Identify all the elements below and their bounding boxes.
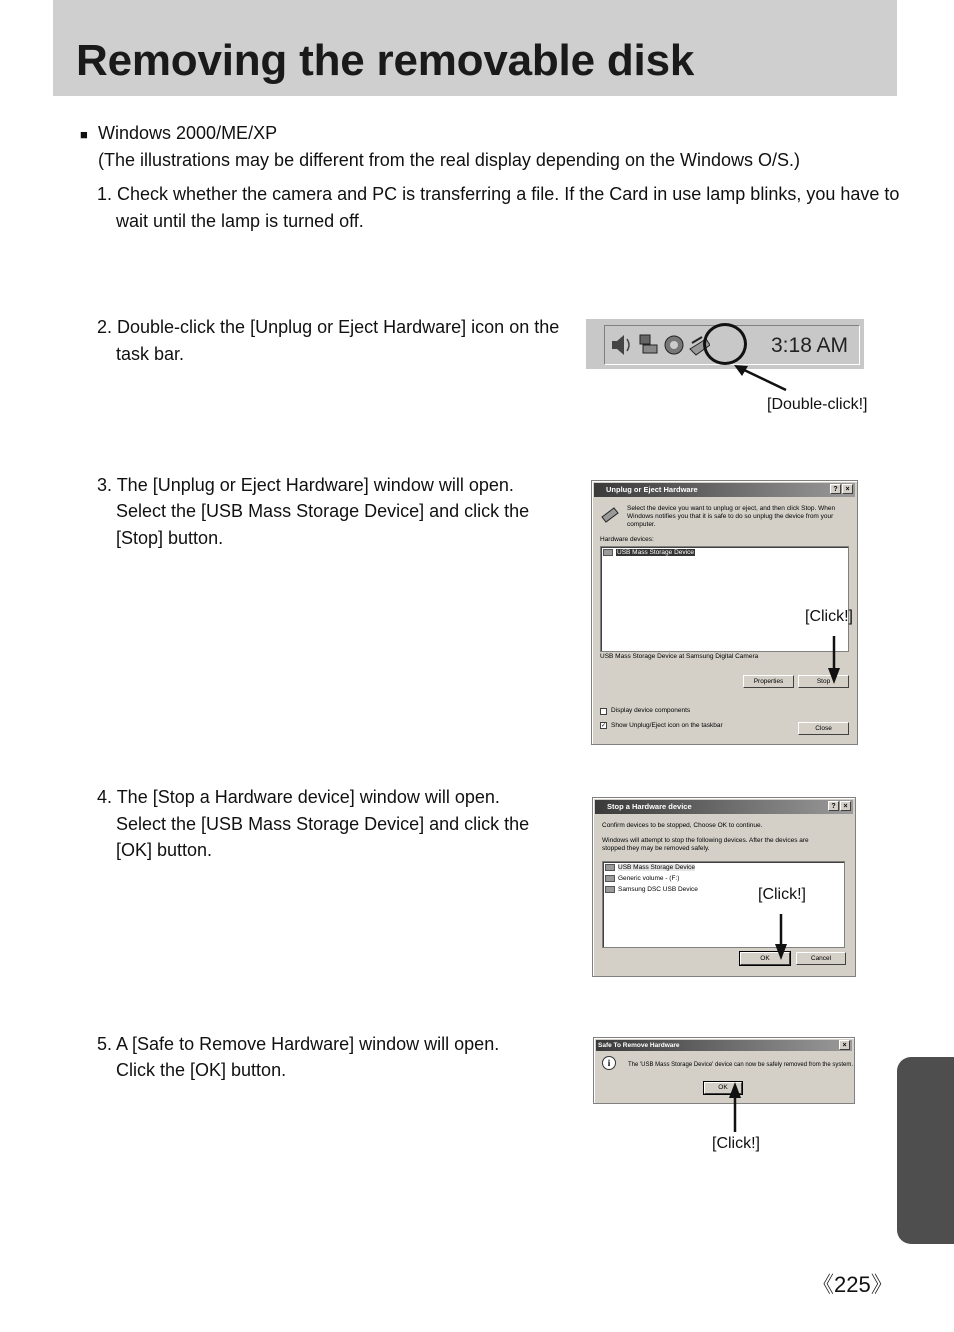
unplug-dialog-titlebar: [594, 483, 855, 497]
hardware-devices-label: Hardware devices:: [600, 536, 654, 543]
show-icon-checkbox[interactable]: ✓: [601, 723, 607, 729]
help-button[interactable]: ?: [828, 801, 839, 811]
devices-to-stop-list[interactable]: [602, 861, 845, 948]
instruction-line-3: computer.: [627, 521, 656, 528]
close-icon[interactable]: ×: [842, 484, 853, 494]
click-arrow-ok: [773, 912, 789, 964]
speaker-icon: [612, 335, 629, 355]
instruction-line-2: Windows notifies you that it is safe to do so unplug the device from your: [627, 513, 834, 520]
bullet-square: ■: [80, 127, 88, 142]
safe-dialog-title: Safe To Remove Hardware: [598, 1042, 680, 1049]
click-callout-stop: [Click!]: [805, 608, 853, 625]
network-icon: [640, 335, 657, 353]
stop-dialog-title: Stop a Hardware device: [607, 802, 692, 811]
ok-button[interactable]: OK: [704, 1082, 742, 1094]
ok-button[interactable]: OK: [740, 952, 790, 965]
properties-button[interactable]: Properties: [743, 675, 794, 688]
page-title: Removing the removable disk: [76, 36, 695, 85]
list-item[interactable]: [605, 875, 679, 883]
safe-to-remove-dialog: [593, 1037, 855, 1104]
usb-device-icon: [603, 549, 613, 556]
stop-button[interactable]: Stop: [798, 675, 849, 688]
confirm-line: Confirm devices to be stopped, Choose OK to continue.: [602, 822, 763, 829]
unplug-hardware-icon: [600, 505, 620, 523]
step-3-line-2: Select the [USB Mass Storage Device] and click the: [116, 501, 530, 521]
list-item[interactable]: [605, 864, 695, 872]
double-click-arrow: [730, 362, 792, 394]
stop-dialog-titlebar: [595, 800, 853, 814]
drive-icon: [605, 875, 615, 882]
list-item[interactable]: [605, 886, 698, 894]
warning-line-1: Windows will attempt to stop the following devices. After the devices are: [602, 837, 809, 844]
help-button[interactable]: ?: [830, 484, 841, 494]
note-line: (The illustrations may be different from the real display depending on the Windows O/S.): [98, 150, 801, 170]
step-2-line-1: 2. Double-click the [Unplug or Eject Hardware] icon on the: [97, 317, 560, 337]
click-callout-safe: [Click!]: [712, 1135, 760, 1152]
page-number: 《225》: [812, 1272, 893, 1297]
usb-device-icon: [605, 864, 615, 871]
highlight-circle: [703, 323, 747, 365]
os-line: Windows 2000/ME/XP: [98, 123, 278, 143]
display-components-label: Display device components: [611, 707, 691, 714]
display-components-checkbox[interactable]: [600, 708, 607, 715]
tray-clock: 3:18 AM: [771, 334, 849, 357]
click-arrow-stop: [826, 634, 842, 686]
taskbar-tray-illustration: [586, 318, 864, 369]
step-4-line-2: Select the [USB Mass Storage Device] and click the: [116, 814, 530, 834]
click-callout-ok: [Click!]: [758, 886, 806, 903]
warning-line-2: stopped they may be removed safely.: [602, 845, 710, 852]
double-click-callout: [Double-click!]: [767, 396, 868, 413]
instruction-line-1: Select the device you want to unplug or eject, and then click Stop. When: [627, 505, 836, 512]
step-3-line-3: [Stop] button.: [116, 528, 224, 548]
info-icon: i: [602, 1056, 616, 1070]
stop-hardware-dialog: [592, 797, 856, 977]
close-icon[interactable]: ×: [839, 1040, 850, 1050]
unplug-dialog-title: Unplug or Eject Hardware: [606, 485, 698, 494]
device-label: USB Mass Storage Device: [618, 864, 695, 872]
hardware-devices-list[interactable]: [600, 546, 849, 652]
step-5-line-2: Click the [OK] button.: [116, 1060, 287, 1080]
device-label: USB Mass Storage Device: [617, 549, 694, 557]
device-description: USB Mass Storage Device at Samsung Digital Camera: [600, 653, 759, 660]
step-5-line-1: 5. A [Safe to Remove Hardware] window will open.: [97, 1034, 500, 1054]
device-label: Generic volume - (F:): [618, 875, 680, 883]
close-button[interactable]: Close: [798, 722, 849, 735]
step-4-line-1: 4. The [Stop a Hardware device] window will open.: [97, 787, 500, 807]
device-label: Samsung DSC USB Device: [618, 886, 698, 894]
show-icon-label: Show Unplug/Eject icon on the taskbar: [611, 722, 723, 729]
cancel-button[interactable]: Cancel: [796, 952, 846, 965]
safe-dialog-titlebar: [596, 1040, 852, 1051]
step-3-line-1: 3. The [Unplug or Eject Hardware] window will open.: [97, 475, 514, 495]
tray-icons: [610, 331, 710, 361]
click-arrow-safe-ok: [727, 1080, 743, 1134]
drive-icon: [605, 886, 615, 893]
step-2-line-2: task bar.: [116, 344, 185, 364]
step-1-line-1: 1. Check whether the camera and PC is transferring a file. If the Card in use lamp blinks, you have to: [97, 184, 900, 204]
section-side-tab: [897, 1057, 954, 1244]
list-item-usb-mass-storage[interactable]: [603, 549, 695, 557]
safe-message: The 'USB Mass Storage Device' device can now be safely removed from the system.: [628, 1062, 854, 1068]
step-1-line-2: wait until the lamp is turned off.: [116, 211, 364, 231]
close-icon[interactable]: ×: [840, 801, 851, 811]
step-4-line-3: [OK] button.: [116, 840, 213, 860]
device-icon: [665, 336, 683, 354]
